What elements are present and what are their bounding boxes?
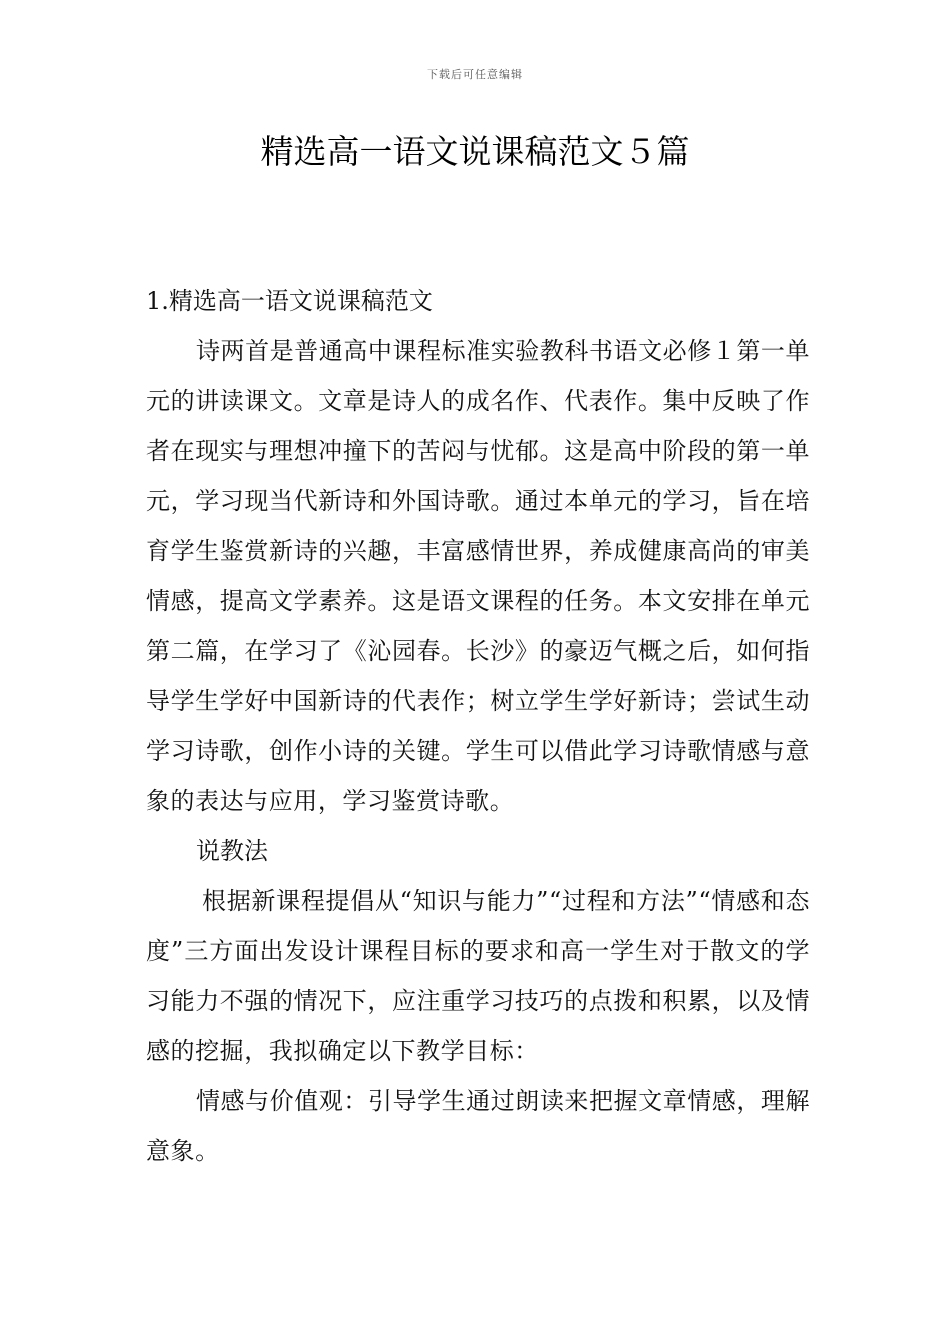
subheading-teaching-method: 说教法 xyxy=(196,837,268,865)
section-heading: 1.精选高一语文说课稿范文 xyxy=(146,287,433,315)
body-paragraph: 根据新课程提倡从“知识与能力”“过程和方法”“情感和态度”三方面出发设计课程目标的要求和高一学生对于散文的学习能力不强的情况下，应注重学习技巧的点拨和积累，以及情感的挖掘，我拟确定以下教学目标： xyxy=(146,887,810,1065)
body-paragraph: 情感与价值观：引导学生通过朗读来把握文章情感，理解意象。 xyxy=(146,1087,810,1165)
header-watermark: 下载后可任意编辑 xyxy=(427,68,523,81)
document-title: 精选高一语文说课稿范文５篇 xyxy=(260,132,690,171)
body-paragraph: 诗两首是普通高中课程标准实验教科书语文必修１第一单元的讲读课文。文章是诗人的成名作、代表作。集中反映了作者在现实与理想冲撞下的苦闷与忧郁。这是高中阶段的第一单元，学习现当代新诗和外国诗歌。通过本单元的学习，旨在培育学生鉴赏新诗的兴趣，丰富感情世界，养成健康高尚的审美情感，提高文学素养。这是语文课程的任务。本文安排在单元第二篇，在学习了《沁园春。长沙》的豪迈气概之后，如何指导学生学好中国新诗的代表作；树立学生学好新诗；尝试生动学习诗歌，创作小诗的关键。学生可以借此学习诗歌情感与意象的表达与应用，学习鉴赏诗歌。 xyxy=(146,337,810,815)
document-body xyxy=(146,276,810,1176)
